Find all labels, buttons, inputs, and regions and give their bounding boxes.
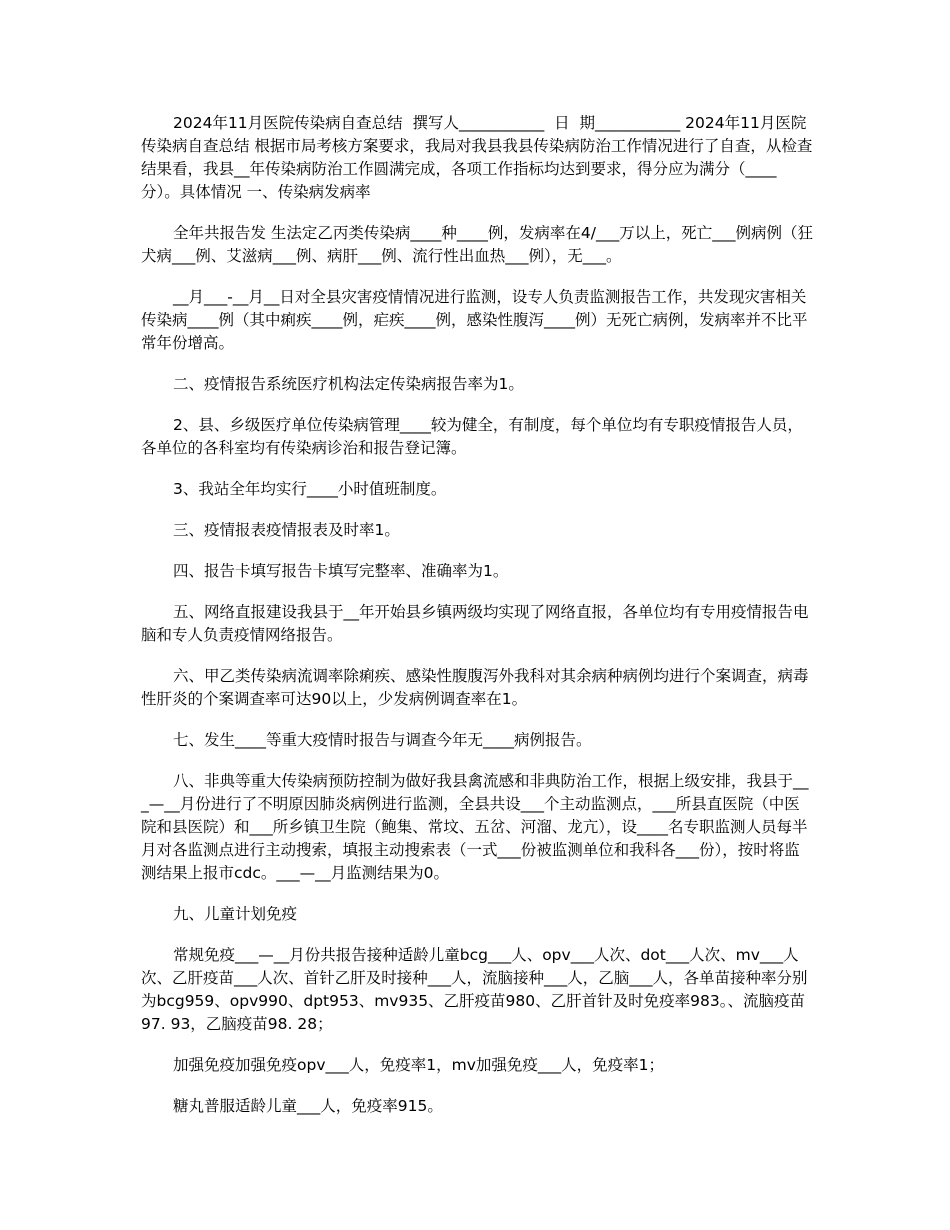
paragraph-routine-immunization: 常规免疫___—__月份共报告接种适龄儿童bcg___人、opv___人次、dot___人次、mv___人次、乙肝疫苗___人次、首针乙肝及时接种___人，流脑接种___人，乙脑___人，各单苗接种率分别为bcg959、opv990、dpt953、mv935、乙肝疫苗980、乙肝首针及时免疫率983。、流脑疫苗97. 93，乙脑疫苗98. 28；: [141, 946, 808, 1033]
paragraph-title-intro: 2024年11月医院传染病自查总结 撰写人___________ 日 期___________ 2024年11月医院传染病自查总结 根据市局考核方案要求，我局对我县我县传染病防治工作情况进行了自查，从检查结果看，我县__年传染病防治工作圆满完成，各项工作指标均达到要求，得分应为满分（____分）。具体情况 一、传染病发病率: [141, 114, 813, 201]
paragraph-polio-pill: 糖丸普服适龄儿童___人，免疫率915。: [173, 1097, 443, 1115]
paragraph-section-4: 四、报告卡填写报告卡填写完整率、准确率为1。: [173, 562, 509, 580]
document-body: [141, 112, 813, 1136]
paragraph-section-7: 七、发生____等重大疫情时报告与调查今年无____病例报告。: [173, 731, 592, 749]
paragraph-section-8: 八、非典等重大传染病预防控制为做好我县禽流感和非典防治工作，根据上级安排，我县于___—__月份进行了不明原因肺炎病例进行监测，全县共设___个主动监测点，___所县直医院（中医院和县医院）和___所乡镇卫生院（鲍集、常坟、五岔、河溜、龙亢），设____名专职监测人员每半月对各监测点进行主动搜索，填报主动搜索表（一式___份被监测单位和我科各___份），按时将监测结果上报市cdc。___—__月监测结果为0。: [141, 772, 809, 882]
paragraph-section-2: 二、疫情报告系统医疗机构法定传染病报告率为1。: [173, 375, 524, 393]
paragraph-incidence: 全年共报告发 生法定乙丙类传染病____种____例，发病率在4/___万以上，死亡___例病例（狂犬病___例、艾滋病___例、病肝___例、流行性出血热___例），无___。: [141, 224, 814, 265]
paragraph-section-5: 五、网络直报建设我县于__年开始县乡镇两级均实现了网络直报，各单位均有专用疫情报告电脑和专人负责疫情网络报告。: [141, 603, 809, 644]
paragraph-management: 2、县、乡级医疗单位传染病管理____较为健全，有制度，每个单位均有专职疫情报告人员，各单位的各科室均有传染病诊治和报告登记簿。: [141, 416, 803, 457]
paragraph-section-3: 三、疫情报表疫情报表及时率1。: [173, 521, 400, 539]
paragraph-duty-system: 3、我站全年均实行____小时值班制度。: [173, 480, 447, 498]
paragraph-section-6: 六、甲乙类传染病流调率除痢疾、感染性腹腹泻外我科对其余病种病例均进行个案调查，病毒性肝炎的个案调查率可达90以上，少发病例调查率在1。: [141, 667, 809, 708]
paragraph-section-9-heading: 九、儿童计划免疫: [173, 905, 298, 923]
paragraph-disaster-monitoring: __月___-__月__日对全县灾害疫情情况进行监测，设专人负责监测报告工作，共发现灾害相关传染病____例（其中痢疾____例，疟疾____例，感染性腹泻____例）无死亡病例，发病率并不比平常年份增高。: [141, 288, 808, 352]
paragraph-booster-immunization: 加强免疫加强免疫opv___人，免疫率1，mv加强免疫___人，免疫率1；: [173, 1056, 664, 1074]
